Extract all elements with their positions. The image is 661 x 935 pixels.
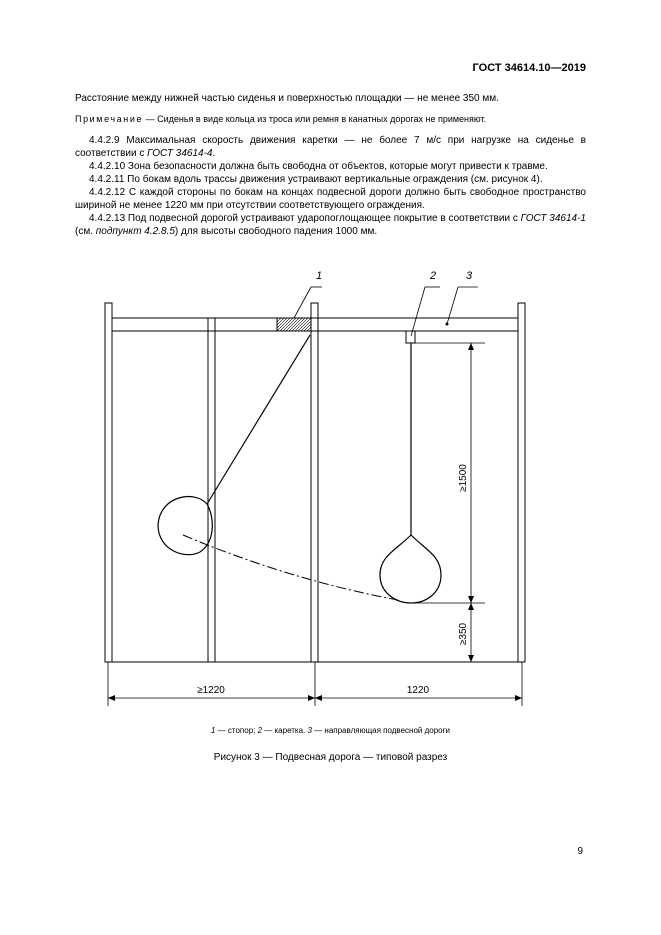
height-dimension [415,343,485,662]
zipline-section-figure [0,260,661,720]
figure-caption: Рисунок 3 — Подвесная дорога — типовой разрез [213,752,448,763]
callout-3-dot [446,323,449,326]
paragraph-4-4-2-13-end: ) для высоты свободного падения 1000 мм. [174,226,378,237]
right-width-label: 1220 [406,685,430,696]
figure-legend [0,726,661,735]
document-header: ГОСТ 34614.10—2019 [472,62,586,74]
body-text [75,92,586,238]
left-width-label: ≥1220 [197,685,225,696]
left-post [105,303,112,662]
paragraph-4-4-2-13-mid: (см. [75,226,96,237]
paragraph-4-4-2-9-text: 4.4.2.9 Максимальная скорость движения каретки — не более 7 м/с при нагрузке на сиденье в соответствии с [75,135,586,159]
note-label: Примечание [75,114,144,124]
figure-drawing [0,260,661,720]
callout-1-label: 1 [316,270,323,282]
right-post [518,303,525,662]
paragraph-4-4-2-9-end: . [212,148,216,159]
reference-gost-34614-1: ГОСТ 34614-1 [520,213,586,224]
legend-number-3: 3 [307,726,312,735]
stopper [277,318,311,331]
paragraph-4-4-2-13-text: 4.4.2.13 Под подвесной дорогой устраивают ударопоглощающее покрытие в соответствии с [89,213,521,224]
reference-gost-34614-4: ГОСТ 34614-4 [147,148,213,159]
legend-text-3: — направляющая подвесной дороги [311,726,450,735]
callout-3-label: 3 [466,270,473,282]
hanging-seat [380,343,441,603]
legend-text-2: — каретка. [262,726,308,735]
callout-2-label: 2 [430,270,437,282]
guide-rail [112,318,518,331]
carriage [406,331,415,343]
paragraph-4-4-2-12: 4.4.2.12 С каждой стороны по бокам на концах подвесной дороги должно быть свободное пространство шириной не менее 1220 мм при отсутствии соответствующего ограждения. [75,187,586,211]
seat-clearance-label: ≥350 [458,622,469,646]
seat-distance-paragraph: Расстояние между нижней частью сиденья и поверхностью площадки — не менее 350 мм. [75,93,499,104]
width-dimension [108,662,522,706]
callout-2 [411,287,440,336]
reference-subclause: подпункт 4.2.8.5 [95,226,175,237]
middle-left-post [208,318,215,662]
note-paragraph [75,113,586,126]
legend-number-1: 1 [211,726,216,735]
note-text: — Сиденья в виде кольца из троса или ремня в канатных дорогах не применяют. [143,114,487,124]
page-number: 9 [577,846,583,857]
legend-text-1: — стопор; [215,726,258,735]
height-dimension-label: ≥1500 [458,464,469,492]
paragraph-4-4-2-13 [75,212,586,238]
center-post [311,303,318,662]
paragraph-4-4-2-9 [75,134,586,160]
paragraph-4-4-2-11: 4.4.2.11 По бокам вдоль трассы движения устраивают вертикальные ограждения (см. рисунок 4). [89,174,543,185]
swinging-seat [158,335,310,555]
paragraph-4-4-2-10: 4.4.2.10 Зона безопасности должна быть свободна от объектов, которые могут привести к травме. [89,161,548,172]
legend-number-2: 2 [257,726,263,735]
